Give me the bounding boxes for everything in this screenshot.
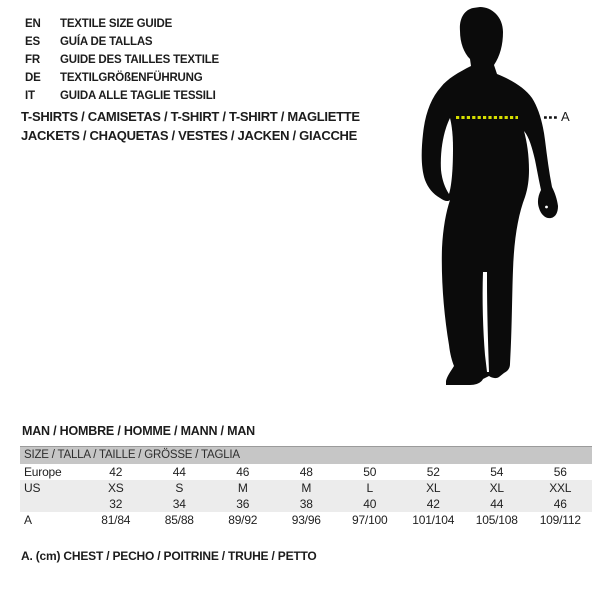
cell: 52 [426, 464, 440, 479]
garment-categories [21, 107, 360, 145]
lang-code: EN [25, 18, 41, 30]
size-table-header-row [20, 447, 592, 464]
lang-row-en [25, 15, 219, 33]
lang-title: TEXTILGRÖßENFÜHRUNG [60, 72, 203, 84]
cell: L [338, 480, 402, 496]
cell: 46 [236, 464, 250, 479]
lang-row-de [25, 69, 219, 87]
cell: 97/100 [351, 512, 388, 527]
cell: 81/84 [101, 512, 131, 527]
lang-code: DE [25, 72, 41, 84]
table-row-us [20, 480, 592, 496]
cell: 48 [299, 464, 313, 479]
measure-label-a: A [561, 109, 570, 124]
lang-title: TEXTILE SIZE GUIDE [60, 18, 173, 30]
cell: 54 [490, 464, 504, 479]
lang-code: FR [25, 54, 40, 66]
garment-line-jackets: JACKETS / CHAQUETAS / VESTES / JACKEN / GIACCHE [21, 128, 357, 143]
cell: 46 [529, 496, 593, 512]
lang-code: ES [25, 36, 40, 48]
lang-row-it [25, 87, 219, 105]
row-label: Europe [24, 464, 62, 479]
cell: 36 [211, 496, 275, 512]
cell: S [148, 480, 212, 496]
row-label [20, 496, 84, 512]
cell: 105/108 [475, 512, 518, 527]
cell: 34 [148, 496, 212, 512]
cell: 38 [275, 496, 339, 512]
cell: 50 [363, 464, 377, 479]
man-silhouette-figure [400, 0, 600, 400]
lang-code: IT [25, 90, 35, 102]
cell: 32 [84, 496, 148, 512]
cell: 42 [109, 464, 123, 479]
section-title-man: MAN / HOMBRE / HOMME / MANN / MAN [22, 424, 255, 438]
cell: 109/112 [539, 512, 581, 527]
table-row-us-numeric [20, 496, 592, 512]
cell: 44 [172, 464, 186, 479]
row-label: A [24, 512, 32, 527]
cell: M [211, 480, 275, 496]
table-row-europe [20, 464, 592, 480]
cell: 40 [338, 496, 402, 512]
size-table-header: SIZE / TALLA / TAILLE / GRÖSSE / TAGLIA [20, 447, 592, 464]
man-silhouette-svg [400, 0, 600, 400]
language-list [25, 15, 219, 105]
footnote-chest: A. (cm) CHEST / PECHO / POITRINE / TRUHE / PETTO [21, 549, 317, 563]
cell: XL [402, 480, 466, 496]
lang-row-fr [25, 51, 219, 69]
row-label: US [20, 480, 84, 496]
cell: 89/92 [228, 512, 258, 527]
cell: 44 [465, 496, 529, 512]
cell: XS [84, 480, 148, 496]
cell: XL [465, 480, 529, 496]
size-table [20, 446, 592, 528]
cell: 85/88 [164, 512, 194, 527]
cell: 42 [402, 496, 466, 512]
lang-title: GUIDA ALLE TAGLIE TESSILI [60, 90, 216, 102]
cell: 93/96 [291, 512, 321, 527]
garment-line-tshirts: T-SHIRTS / CAMISETAS / T-SHIRT / T-SHIRT / MAGLIETTE [21, 109, 360, 124]
cell: M [275, 480, 339, 496]
lang-title: GUÍA DE TALLAS [60, 36, 153, 48]
cell: XXL [529, 480, 593, 496]
cell: 101/104 [412, 512, 455, 527]
table-row-chest-cm [20, 512, 592, 528]
cell: 56 [553, 464, 567, 479]
lang-row-es [25, 33, 219, 51]
lang-title: GUIDE DES TAILLES TEXTILE [60, 54, 219, 66]
